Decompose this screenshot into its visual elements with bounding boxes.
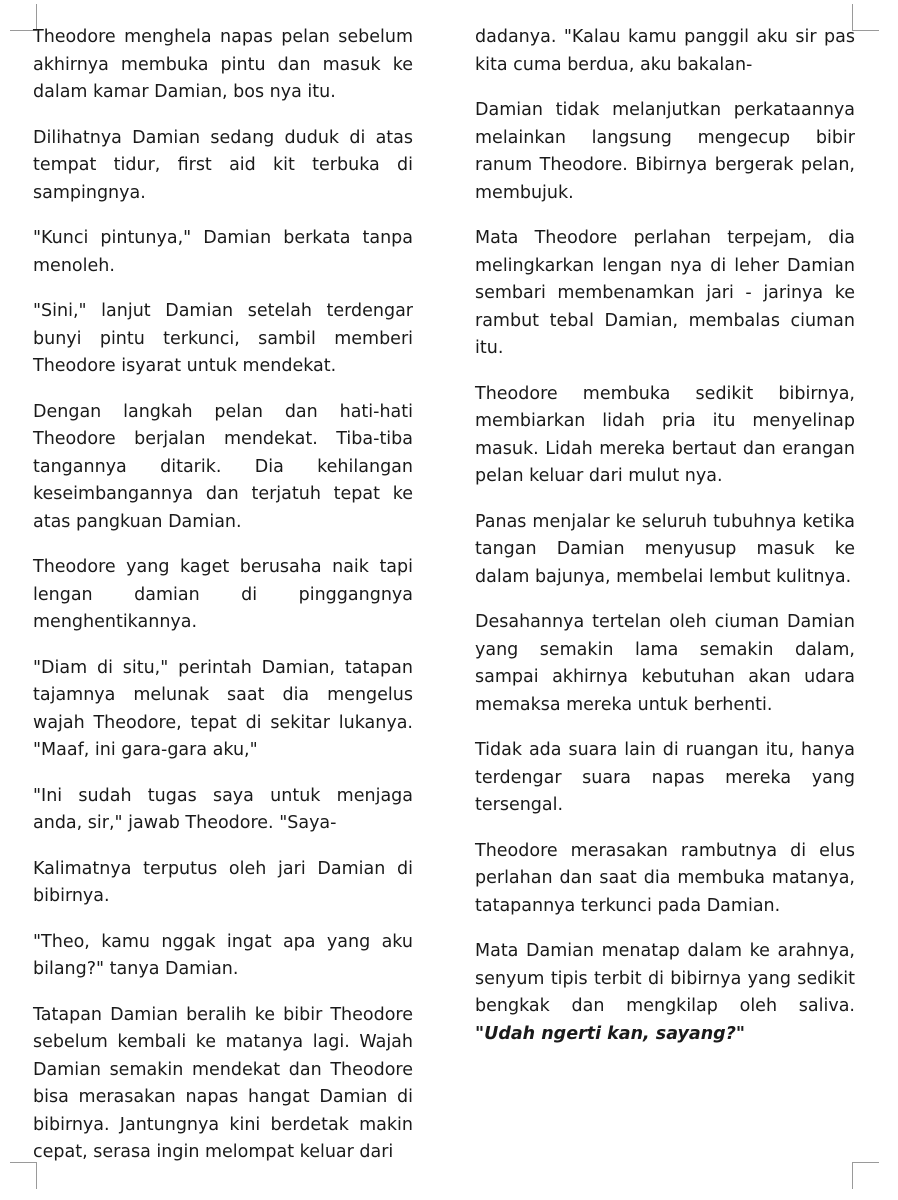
paragraph: Panas menjalar ke seluruh tubuhnya ketika tangan Damian menyusup masuk ke dalam bajunya, membelai lembut kulitnya. — [475, 511, 855, 587]
paragraph: "Theo, kamu nggak ingat apa yang aku bilang?" tanya Damian. — [33, 931, 413, 979]
paragraph: Theodore membuka sedikit bibirnya, membiarkan lidah pria itu menyelinap masuk. Lidah mereka bertaut dan erangan pelan keluar dari mulut nya. — [475, 383, 855, 486]
crop-mark-bottom-right — [852, 1162, 879, 1189]
paragraph: Damian tidak melanjutkan perkataannya melainkan langsung mengecup bibir ranum Theodore. Bibirnya bergerak pelan, membujuk. — [475, 100, 855, 203]
final-paragraph — [475, 938, 855, 1048]
paragraph: Dilihatnya Damian sedang duduk di atas tempat tidur, first aid kit terbuka di sampingnya. — [33, 127, 413, 203]
paragraph: dadanya. "Kalau kamu panggil aku sir pas kita cuma berdua, aku bakalan- — [475, 27, 855, 75]
paragraph: Theodore menghela napas pelan sebelum akhirnya membuka pintu dan masuk ke dalam kamar Damian, bos nya itu. — [33, 27, 413, 102]
paragraph: Tatapan Damian beralih ke bibir Theodore sebelum kembali ke matanya lagi. Wajah Damian semakin mendekat dan Theodore bisa merasakan napas hangat Damian di bibirnya. Jantungnya kini berdetak makin cepat, serasa ingin melompat keluar dari — [33, 1004, 413, 1162]
paragraph: Kalimatnya terputus oleh jari Damian di bibirnya. — [33, 858, 413, 906]
paragraph: "Sini," lanjut Damian setelah terdengar bunyi pintu terkunci, sambil memberi Theodore isyarat untuk mendekat. — [33, 301, 413, 376]
paragraph: Theodore merasakan rambutnya di elus perlahan dan saat dia membuka matanya, tatapannya terkunci pada Damian. — [475, 840, 855, 916]
emphasized-dialogue: "Udah ngerti kan, sayang?" — [475, 1023, 745, 1044]
paragraph: Tidak ada suara lain di ruangan itu, hanya terdengar suara napas mereka yang tersengal. — [475, 740, 855, 815]
final-paragraph-text: Mata Damian menatap dalam ke arahnya, senyum tipis terbit di bibirnya yang sedikit bengkak dan mengkilap oleh saliva. — [475, 941, 855, 1016]
crop-mark-top-right — [852, 4, 879, 31]
left-column — [33, 24, 413, 1185]
right-column — [475, 24, 855, 1066]
paragraph: Desahannya tertelan oleh ciuman Damian yang semakin lama semakin dalam, sampai akhirnya kebutuhan akan udara memaksa mereka untuk berhenti. — [475, 612, 855, 715]
paragraph: Theodore yang kaget berusaha naik tapi lengan damian di pinggangnya menghentikannya. — [33, 557, 413, 632]
paragraph: "Diam di situ," perintah Damian, tatapan tajamnya melunak saat dia mengelus wajah Theodore, tepat di sekitar lukanya. "Maaf, ini gara-gara aku," — [33, 657, 413, 760]
paragraph: Dengan langkah pelan dan hati-hati Theodore berjalan mendekat. Tiba-tiba tangannya ditarik. Dia kehilangan keseimbangannya dan terjatuh tepat ke atas pangkuan Damian. — [33, 401, 413, 532]
paragraph: "Kunci pintunya," Damian berkata tanpa menoleh. — [33, 228, 413, 276]
paragraph: Mata Theodore perlahan terpejam, dia melingkarkan lengan nya di leher Damian sembari membenamkan jari - jarinya ke rambut tebal Damian, membalas ciuman itu. — [475, 228, 855, 358]
paragraph: "Ini sudah tugas saya untuk menjaga anda, sir," jawab Theodore. "Saya- — [33, 785, 413, 833]
